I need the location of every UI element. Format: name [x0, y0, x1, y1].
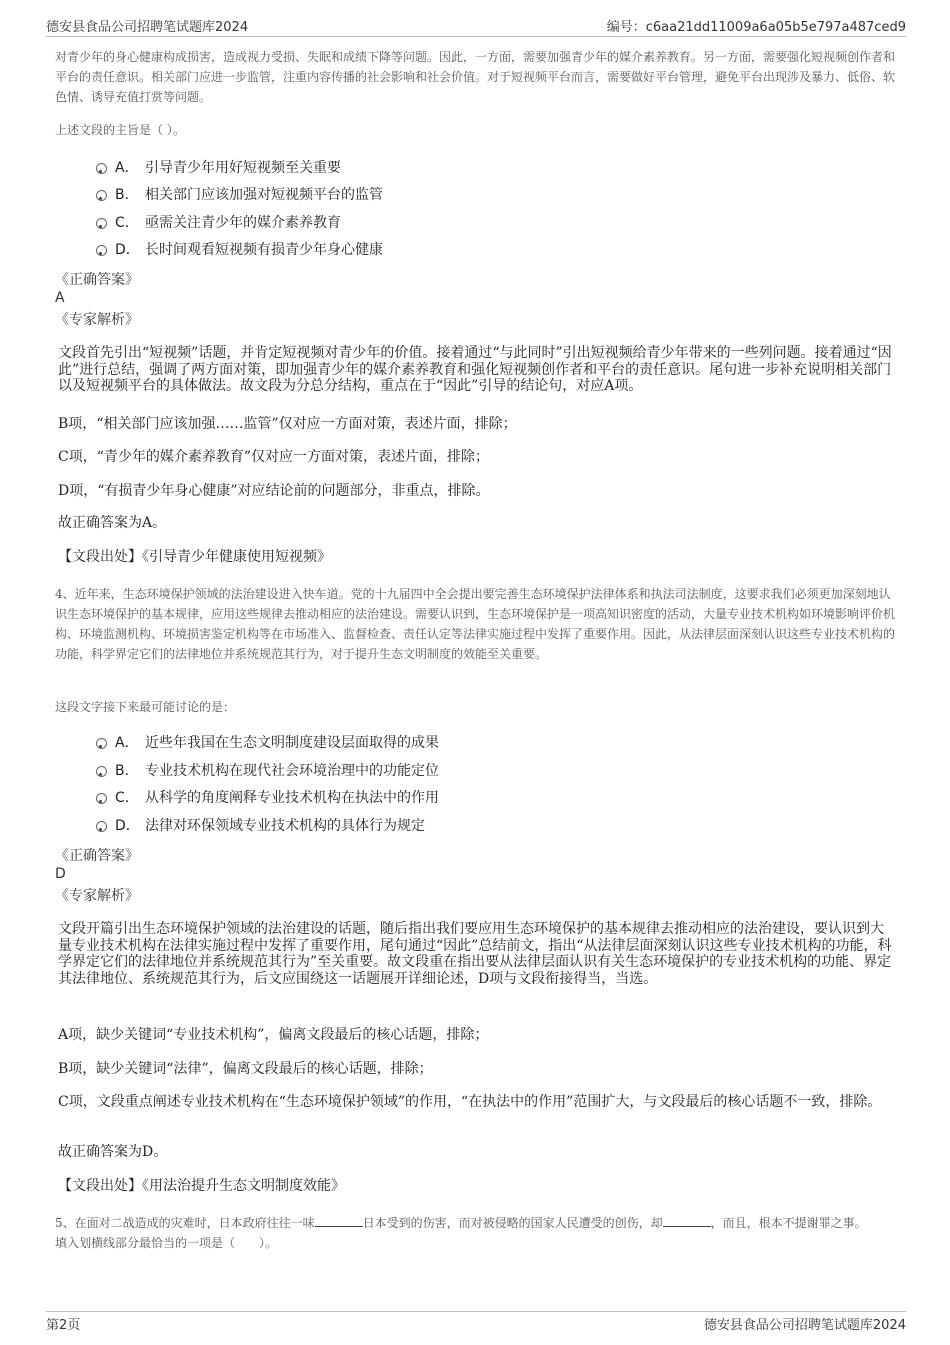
header-code: 编号：c6aa21dd11009a6a05b5e797a487ced9 [606, 20, 906, 35]
analysis-paragraph: 文段开篇引出生态环境保护领域的法治建设的话题，随后指出我们要应用生态环境保护的基本规律去推动相应的法治建设，要认识到大量专业技术机构在法律实施过程中发挥了重要作用，尾句通过“因此”总结前文，指出“从法律层面深刻认识这些专业技术机构的功能，科学界定它们的法律地位并系统规范其行为”至关重要。故文段重在指出要从法律层面认识有关生态环境保护的专业技术机构的功能、界定其法律地位、系统规范其行为，后文应围绕这一话题展开详细论述，D项与文段衔接得当，当选。 [58, 921, 892, 987]
header-title: 德安县食品公司招聘笔试题库2024 [46, 20, 249, 35]
q5-part3: ，而且，根本不提谢罪之事。 [710, 1216, 867, 1230]
q5-passage [55, 1213, 897, 1253]
radio-icon[interactable] [96, 190, 107, 201]
analysis-paragraph: B项，缺少关键词“法律”，偏离文段最后的核心话题，排除； [58, 1061, 433, 1077]
q4-analysis-b [58, 1061, 900, 1078]
q4-option-b[interactable] [96, 759, 439, 783]
radio-icon[interactable] [96, 218, 107, 229]
q4-stem-text: 这段文字接下来最可能讨论的是： [55, 700, 236, 714]
q4-option-d[interactable] [96, 814, 425, 838]
q4-analysis-a [58, 1027, 900, 1044]
q3-answer-section [55, 271, 897, 329]
q4-analysis-conclusion [58, 1144, 900, 1161]
q3-option-b[interactable] [96, 183, 383, 207]
option-text: 专业技术机构在现代社会环境治理中的功能定位 [145, 763, 439, 779]
option-text: 法律对环保领域专业技术机构的具体行为规定 [145, 818, 425, 834]
option-letter: D． [115, 242, 140, 258]
analysis-paragraph: 故正确答案为A。 [58, 515, 167, 531]
option-letter: B． [115, 187, 139, 203]
fill-blank-2 [663, 1214, 711, 1227]
q4-stem [55, 697, 897, 717]
page-number: 第2页 [46, 1318, 81, 1333]
option-text: 长时间观看短视频有损青少年身心健康 [145, 242, 383, 258]
analysis-paragraph: B项，“相关部门应该加强……监管”仅对应一方面对策，表述片面，排除； [58, 416, 517, 432]
radio-icon[interactable] [96, 163, 107, 174]
answer-label: 《正确答案》 [55, 272, 139, 288]
source-citation: 【文段出处】《引导青少年健康使用短视频》 [58, 549, 331, 565]
option-letter: B． [115, 763, 139, 779]
radio-icon[interactable] [96, 738, 107, 749]
radio-icon[interactable] [96, 766, 107, 777]
q4-analysis-main [58, 921, 894, 987]
option-text: 亟需关注青少年的媒介素养教育 [145, 215, 341, 231]
q4-option-a[interactable] [96, 731, 439, 755]
q4-answer-section [55, 847, 897, 905]
analysis-paragraph: 故正确答案为D。 [58, 1144, 168, 1160]
option-letter: C． [115, 790, 139, 806]
q3-analysis-b [58, 416, 900, 433]
q5-passage-text [55, 1213, 897, 1233]
answer-value: D [55, 866, 66, 882]
source-citation: 【文段出处】《用法治提升生态文明制度效能》 [58, 1178, 345, 1194]
q5-stem-text: 填入划横线部分最恰当的一项是（ ）。 [55, 1236, 278, 1250]
radio-icon[interactable] [96, 793, 107, 804]
q3-stem [55, 120, 897, 140]
analysis-label: 《专家解析》 [55, 312, 139, 328]
option-letter: C． [115, 215, 139, 231]
q3-source [58, 549, 900, 566]
q4-analysis-c [58, 1094, 894, 1111]
q3-analysis-main [58, 345, 894, 395]
option-text: 引导青少年用好短视频至关重要 [145, 160, 341, 176]
q3-stem-text: 上述文段的主旨是（ ）。 [55, 123, 185, 137]
option-letter: A． [115, 160, 139, 176]
q3-analysis-conclusion [58, 515, 900, 532]
q3-analysis-c [58, 449, 900, 466]
q3-option-d[interactable] [96, 238, 383, 262]
q3-option-c[interactable] [96, 211, 341, 235]
q4-passage-text: 4、近年来，生态环境保护领域的法治建设进入快车道。党的十九届四中全会提出要完善生态环境保护法律体系和执法司法制度，这要求我们必须更加深刻地认识生态环境保护的基本规律，应用这些规律去推动相应的法治建设。需要认识到，生态环境保护是一项高知识密度的活动，大量专业技术机构如环境影响评价机构、环境监测机构、环境损害鉴定机构等在市场准入、监督检查、责任认定等法律实施过程中发挥了重要作用。因此，从法律层面深刻认识这些专业技术机构的功能，科学界定它们的法律地位并系统规范其行为，对于提升生态文明制度的效能至关重要。 [55, 587, 896, 661]
q5-part1: 5、在面对二战造成的灾难时，日本政府往往一味 [55, 1216, 315, 1230]
option-letter: D． [115, 818, 140, 834]
q4-source [58, 1178, 900, 1195]
analysis-paragraph: 文段首先引出“短视频”话题，并肯定短视频对青少年的价值。接着通过“与此同时”引出短视频给青少年带来的一些列问题。接着通过“因此”进行总结，强调了两方面对策，即加强青少年的媒介素养教育和强化短视频创作者和平台的责任意识。尾句进一步补充说明相关部门以及短视频平台的具体做法。故文段为分总分结构，重点在于“因此”引导的结论句，对应A项。 [58, 345, 892, 394]
radio-icon[interactable] [96, 245, 107, 256]
option-letter: A． [115, 735, 139, 751]
answer-label: 《正确答案》 [55, 848, 139, 864]
radio-icon[interactable] [96, 821, 107, 832]
q4-option-c[interactable] [96, 786, 439, 810]
q4-passage [55, 584, 897, 664]
page-footer [46, 1311, 906, 1334]
analysis-paragraph: C项，文段重点阐述专业技术机构在“生态环境保护领域”的作用，“在执法中的作用”范围扩大，与文段最后的核心话题不一致，排除。 [58, 1094, 882, 1110]
footer-title: 德安县食品公司招聘笔试题库2024 [703, 1318, 906, 1333]
analysis-paragraph: C项，“青少年的媒介素养教育”仅对应一方面对策，表述片面，排除； [58, 449, 490, 465]
q3-option-a[interactable] [96, 156, 341, 180]
analysis-label: 《专家解析》 [55, 888, 139, 904]
option-text: 从科学的角度阐释专业技术机构在执法中的作用 [145, 790, 439, 806]
analysis-paragraph: A项，缺少关键词“专业技术机构”，偏离文段最后的核心话题，排除； [58, 1027, 489, 1043]
answer-value: A [55, 290, 65, 306]
analysis-paragraph: D项，“有损青少年身心健康”对应结论前的问题部分，非重点，排除。 [58, 483, 490, 499]
option-text: 相关部门应该加强对短视频平台的监管 [145, 187, 383, 203]
fill-blank-1 [315, 1214, 363, 1227]
option-text: 近些年我国在生态文明制度建设层面取得的成果 [145, 735, 439, 751]
page-header [46, 14, 906, 37]
q3-passage [55, 47, 897, 107]
q3-passage-text: 对青少年的身心健康构成损害，造成视力受损、失眠和成绩下降等问题。因此，一方面，需要加强青少年的媒介素养教育。另一方面，需要强化短视频创作者和平台的责任意识。相关部门应进一步监管，注重内容传播的社会影响和社会价值。对于短视频平台而言，需要做好平台管理，避免平台出现涉及暴力、低俗、软色情、诱导充值打赏等问题。 [55, 50, 896, 104]
q5-part2: 日本受到的伤害，而对被侵略的国家人民遭受的创伤，却 [362, 1216, 663, 1230]
q3-analysis-d [58, 483, 900, 500]
